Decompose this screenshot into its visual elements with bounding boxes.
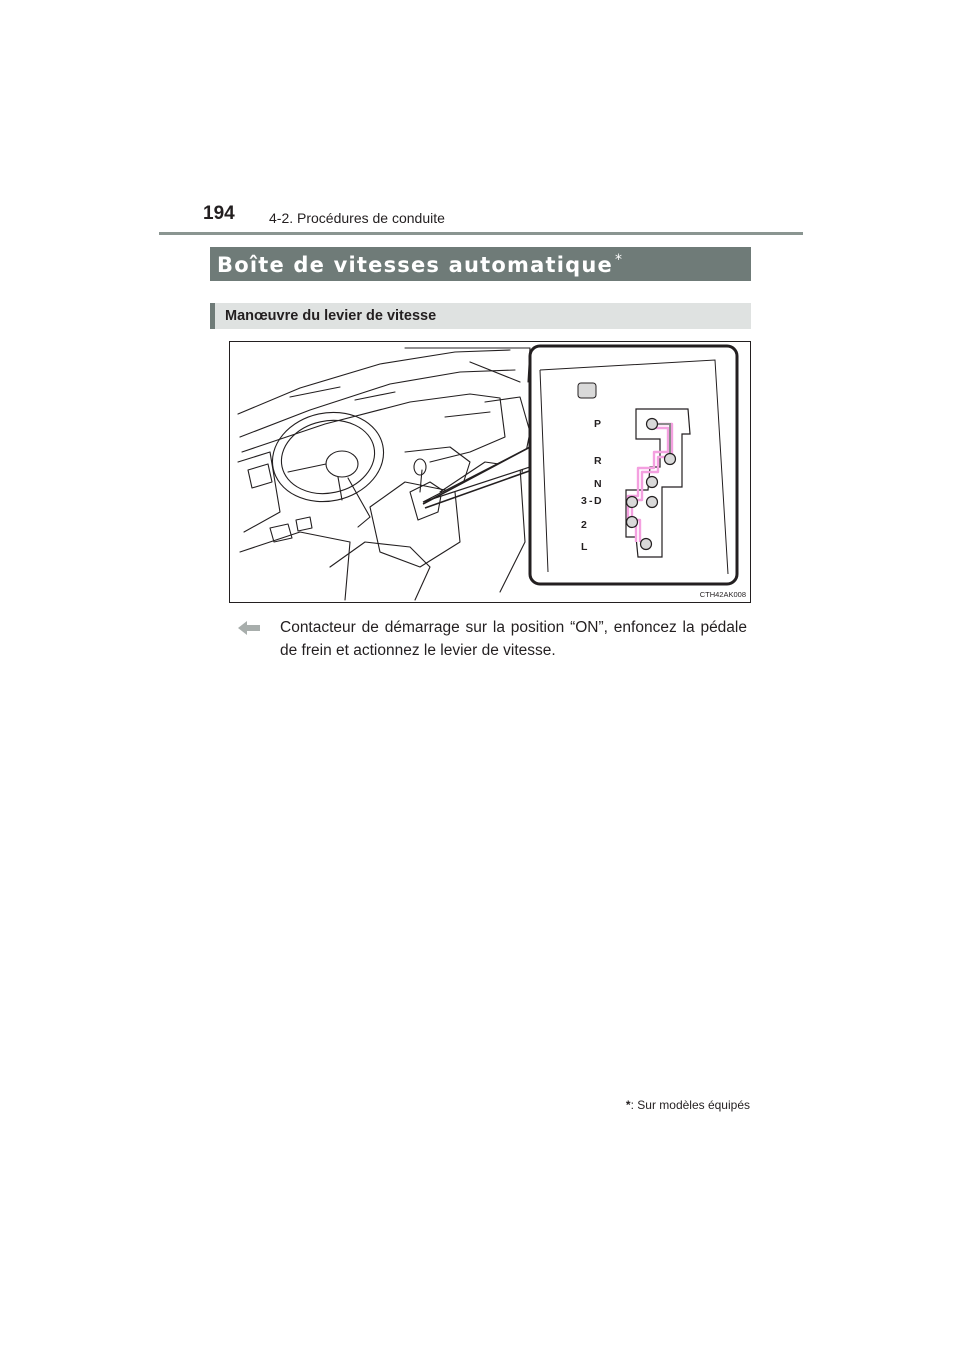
dashboard-top-line — [238, 350, 510, 414]
cabin-lines — [290, 362, 520, 417]
shift-lock-button — [578, 383, 596, 398]
header-rule — [159, 232, 803, 235]
arrow-left-icon — [238, 620, 260, 636]
left-door-line — [238, 452, 280, 532]
detent-2 — [627, 517, 638, 528]
footnote-text: : Sur modèles équipés — [630, 1098, 750, 1112]
pedal-right — [296, 517, 312, 531]
position-label-r: R — [594, 455, 602, 467]
figure-code: CTH42AK008 — [699, 590, 746, 599]
steering-spoke-left — [288, 464, 326, 472]
instruction-text: Contacteur de démarrage sur la position “ON”, enfoncez la pédale de frein et actionnez le levier de vitesse. — [280, 619, 747, 659]
gear-lever — [420, 470, 422, 492]
position-label-d: D — [594, 495, 602, 507]
subheading-bar — [210, 303, 215, 329]
position-label-2: 2 — [581, 519, 587, 531]
title-marker: * — [614, 252, 624, 268]
position-label-dash: - — [589, 495, 593, 507]
vent-left — [248, 464, 272, 488]
steering-hub — [326, 451, 358, 477]
gear-knob — [414, 459, 426, 475]
subheading: Manœuvre du levier de vitesse — [225, 308, 437, 324]
steering-spoke-bottom — [338, 477, 342, 500]
detent-l — [641, 539, 652, 550]
position-label-3: 3 — [581, 495, 587, 507]
section-label: 4-2. Procédures de conduite — [269, 210, 445, 226]
dashboard-mid-line — [240, 370, 515, 437]
detent-r — [665, 454, 676, 465]
detent-d — [647, 497, 658, 508]
center-console-top — [405, 447, 470, 487]
windshield-line — [405, 348, 530, 382]
detent-n — [647, 477, 658, 488]
subheading-band — [210, 303, 751, 329]
page-title-text: Boîte de vitesses automatique — [217, 253, 613, 277]
detent-p — [647, 419, 658, 430]
floor-line — [240, 532, 350, 600]
footnote-marker: * — [625, 1098, 631, 1112]
page-title — [217, 252, 623, 277]
position-label-n: N — [594, 478, 602, 490]
figure-illustration — [230, 342, 751, 603]
footnote — [600, 1098, 750, 1112]
title-band — [210, 247, 751, 281]
shift-panel-frame — [530, 346, 737, 584]
page-number: 194 — [203, 203, 235, 224]
pedal-left — [270, 524, 292, 542]
shift-lever-figure — [229, 341, 751, 603]
position-label-l: L — [581, 541, 588, 553]
position-label-p: P — [594, 418, 602, 430]
detent-3 — [627, 497, 638, 508]
